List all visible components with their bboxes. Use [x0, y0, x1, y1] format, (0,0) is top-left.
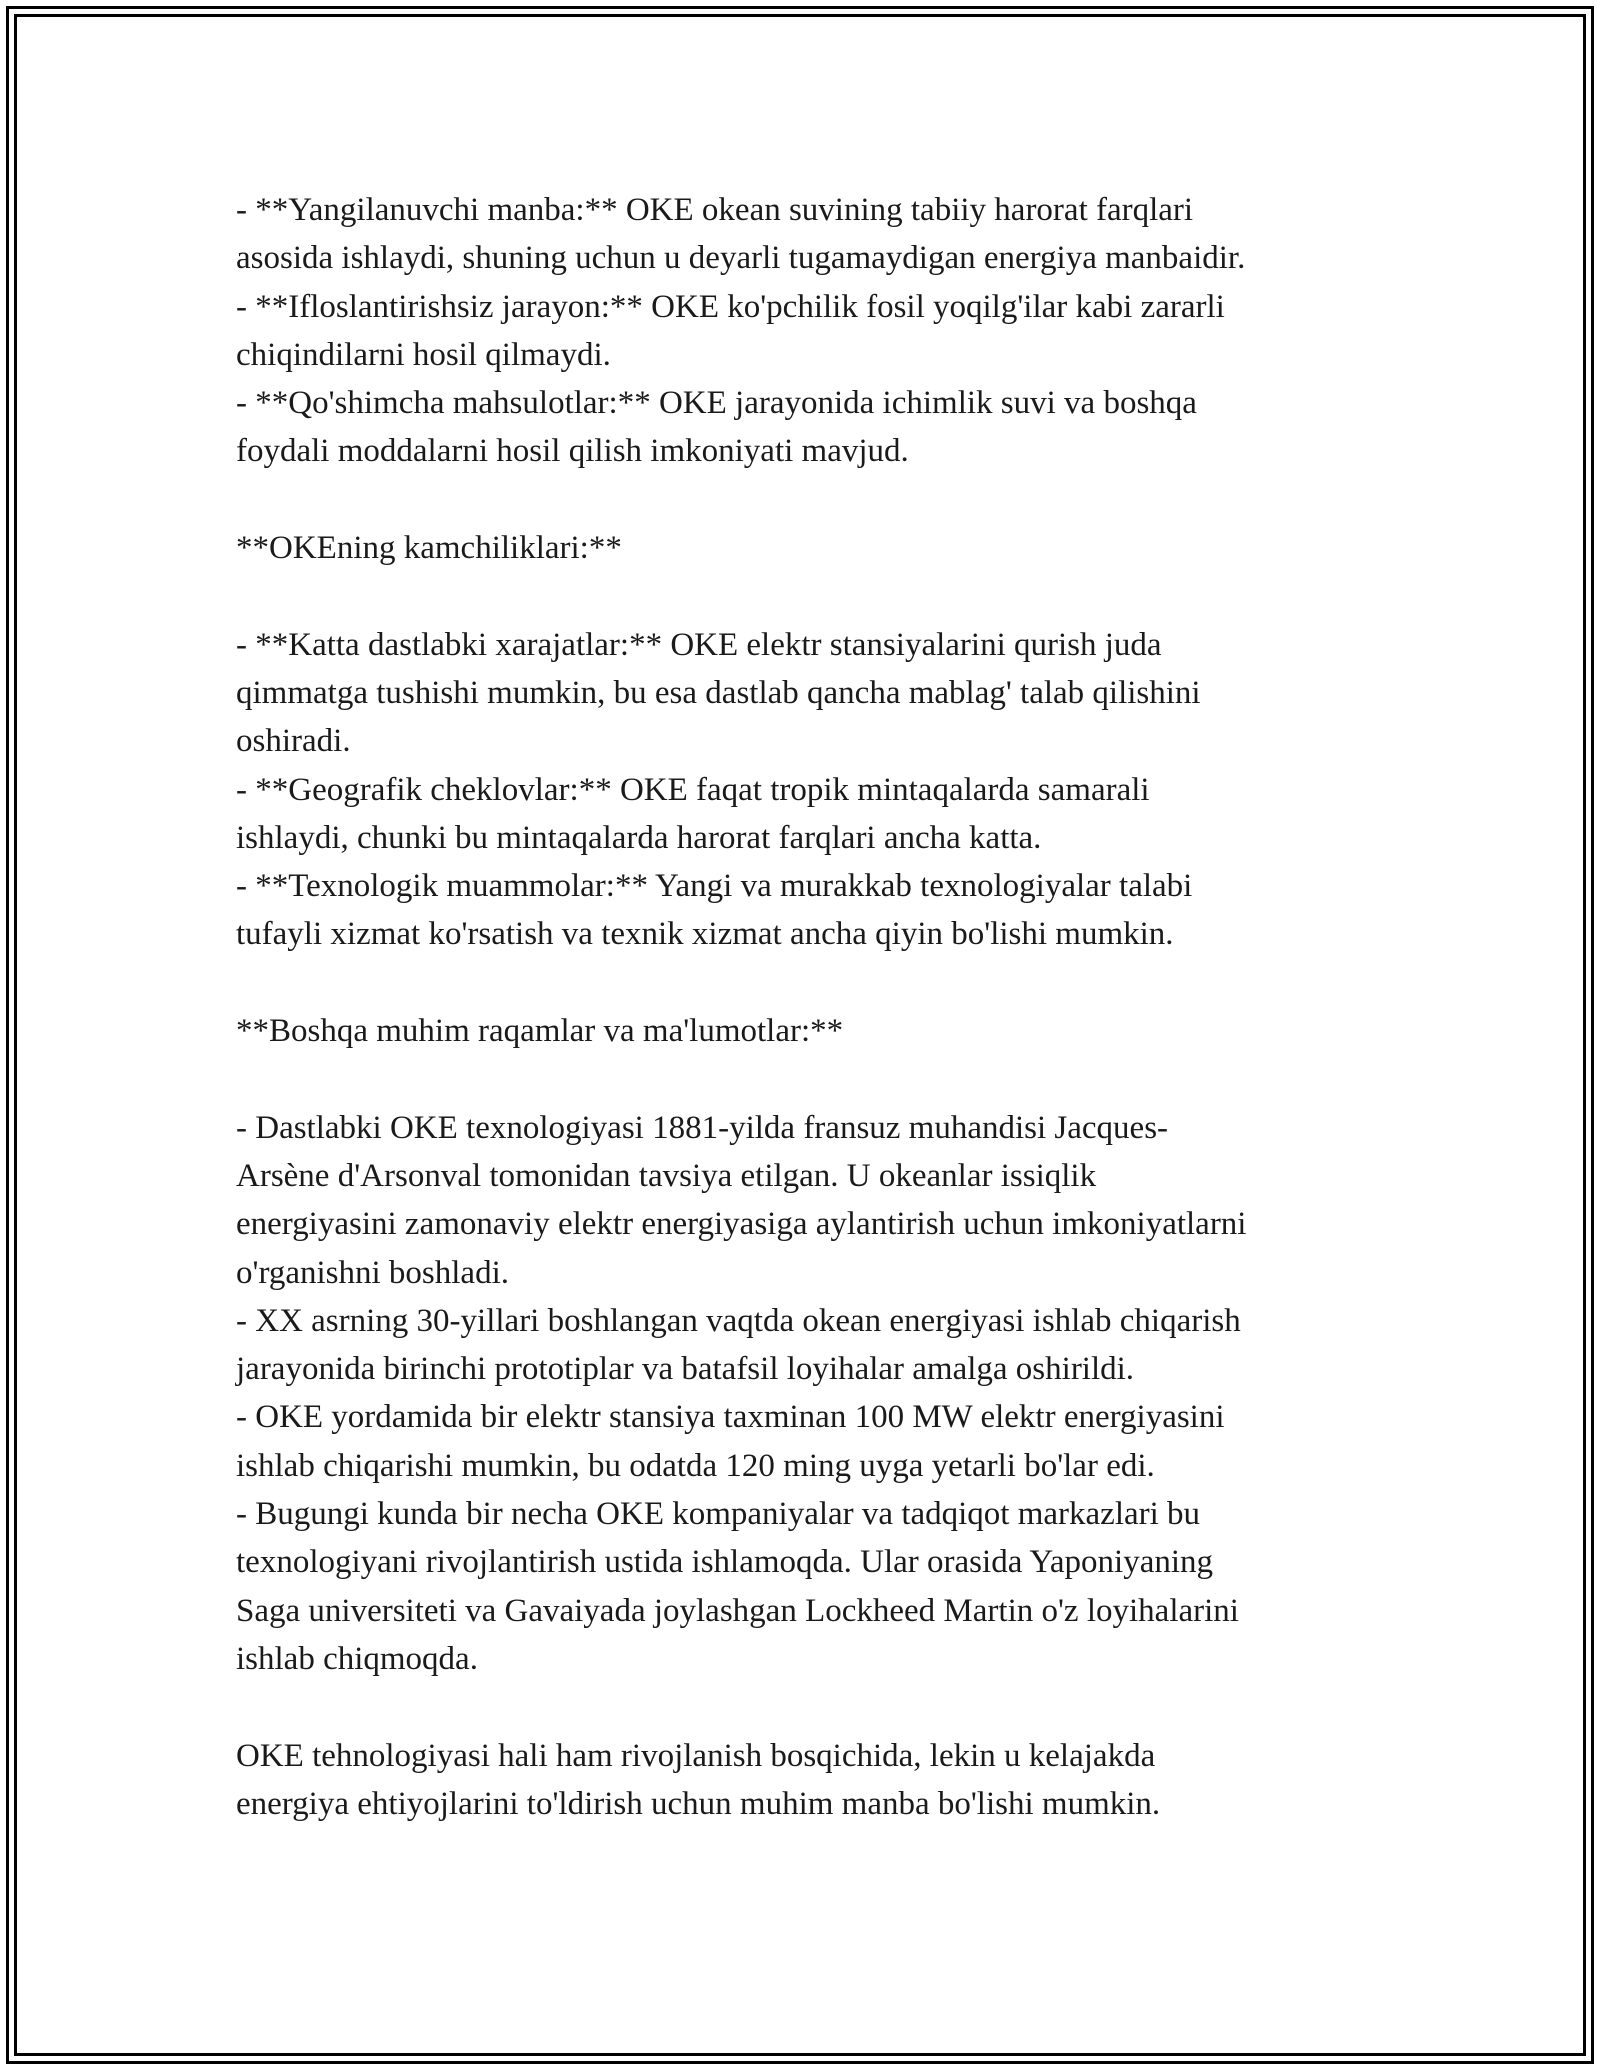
text-line: Arsène d'Arsonval tomonidan tavsiya etilgan. U okeanlar issiqlik [236, 1157, 1097, 1194]
text-line: ishlaydi, chunki bu mintaqalarda harorat farqlari ancha katta. [236, 819, 1042, 856]
paragraph-gap [236, 1683, 1376, 1731]
paragraph-gap [236, 476, 1376, 524]
document-body [236, 186, 1376, 1828]
text-line: - Dastlabki OKE texnologiyasi 1881-yilda fransuz muhandisi Jacques- [236, 1109, 1169, 1146]
text-line: - **Texnologik muammolar:** Yangi va murakkab texnologiyalar talabi [236, 868, 1193, 905]
conclusion-paragraph [236, 1732, 1376, 1829]
text-line: energiya ehtiyojlarini to'ldirish uchun muhim manba bo'lishi mumkin. [236, 1785, 1161, 1822]
section-heading: **Boshqa muhim raqamlar va ma'lumotlar:** [236, 1013, 844, 1050]
disadvantages-list [236, 621, 1376, 959]
text-line: - Bugungi kunda bir necha OKE kompaniyalar va tadqiqot markazlari bu [236, 1496, 1201, 1533]
text-line: OKE tehnologiyasi hali ham rivojlanish bosqichida, lekin u kelajakda [236, 1737, 1156, 1774]
text-line: - **Katta dastlabki xarajatlar:** OKE elektr stansiyalarini qurish juda [236, 626, 1162, 663]
paragraph-gap [236, 959, 1376, 1007]
text-line: energiyasini zamonaviy elektr energiyasiga aylantirish uchun imkoniyatlarni [236, 1206, 1247, 1243]
facts-heading [236, 1007, 1376, 1055]
text-line: ishlab chiqarishi mumkin, bu odatda 120 ming uyga yetarli bo'lar edi. [236, 1447, 1155, 1484]
advantages-list [236, 186, 1376, 476]
text-line: oshiradi. [236, 723, 351, 760]
text-line: texnologiyani rivojlantirish ustida ishlamoqda. Ular orasida Yaponiyaning [236, 1544, 1214, 1581]
text-line: qimmatga tushishi mumkin, bu esa dastlab qancha mablag' talab qilishini [236, 674, 1201, 711]
text-line: chiqindilarni hosil qilmaydi. [236, 336, 611, 373]
text-line: ishlab chiqmoqda. [236, 1640, 478, 1677]
disadvantages-heading [236, 524, 1376, 572]
text-line: tufayli xizmat ko'rsatish va texnik xizmat ancha qiyin bo'lishi mumkin. [236, 916, 1174, 953]
section-heading: **OKEning kamchiliklari:** [236, 530, 622, 567]
text-line: - **Qo'shimcha mahsulotlar:** OKE jarayonida ichimlik suvi va boshqa [236, 385, 1197, 422]
text-line: Saga universiteti va Gavaiyada joylashgan Lockheed Martin o'z loyihalarini [236, 1592, 1239, 1629]
text-line: foydali moddalarni hosil qilish imkoniyati mavjud. [236, 433, 909, 470]
paragraph-gap [236, 1055, 1376, 1103]
text-line: - **Yangilanuvchi manba:** OKE okean suvining tabiiy harorat farqlari [236, 192, 1194, 228]
text-line: asosida ishlaydi, shuning uchun u deyarli tugamaydigan energiya manbaidir. [236, 240, 1246, 277]
text-line: o'rganishni boshladi. [236, 1254, 509, 1291]
text-line: - **Ifloslantirishsiz jarayon:** OKE ko'pchilik fosil yoqilg'ilar kabi zararli [236, 288, 1225, 325]
text-line: - XX asrning 30-yillari boshlangan vaqtda okean energiyasi ishlab chiqarish [236, 1302, 1241, 1339]
text-line: - OKE yordamida bir elektr stansiya taxminan 100 MW elektr energiyasini [236, 1399, 1225, 1436]
text-line: - **Geografik cheklovlar:** OKE faqat tropik mintaqalarda samarali [236, 771, 1150, 808]
text-line: jarayonida birinchi prototiplar va batafsil loyihalar amalga oshirildi. [236, 1351, 1135, 1388]
facts-list [236, 1104, 1376, 1684]
paragraph-gap [236, 572, 1376, 620]
